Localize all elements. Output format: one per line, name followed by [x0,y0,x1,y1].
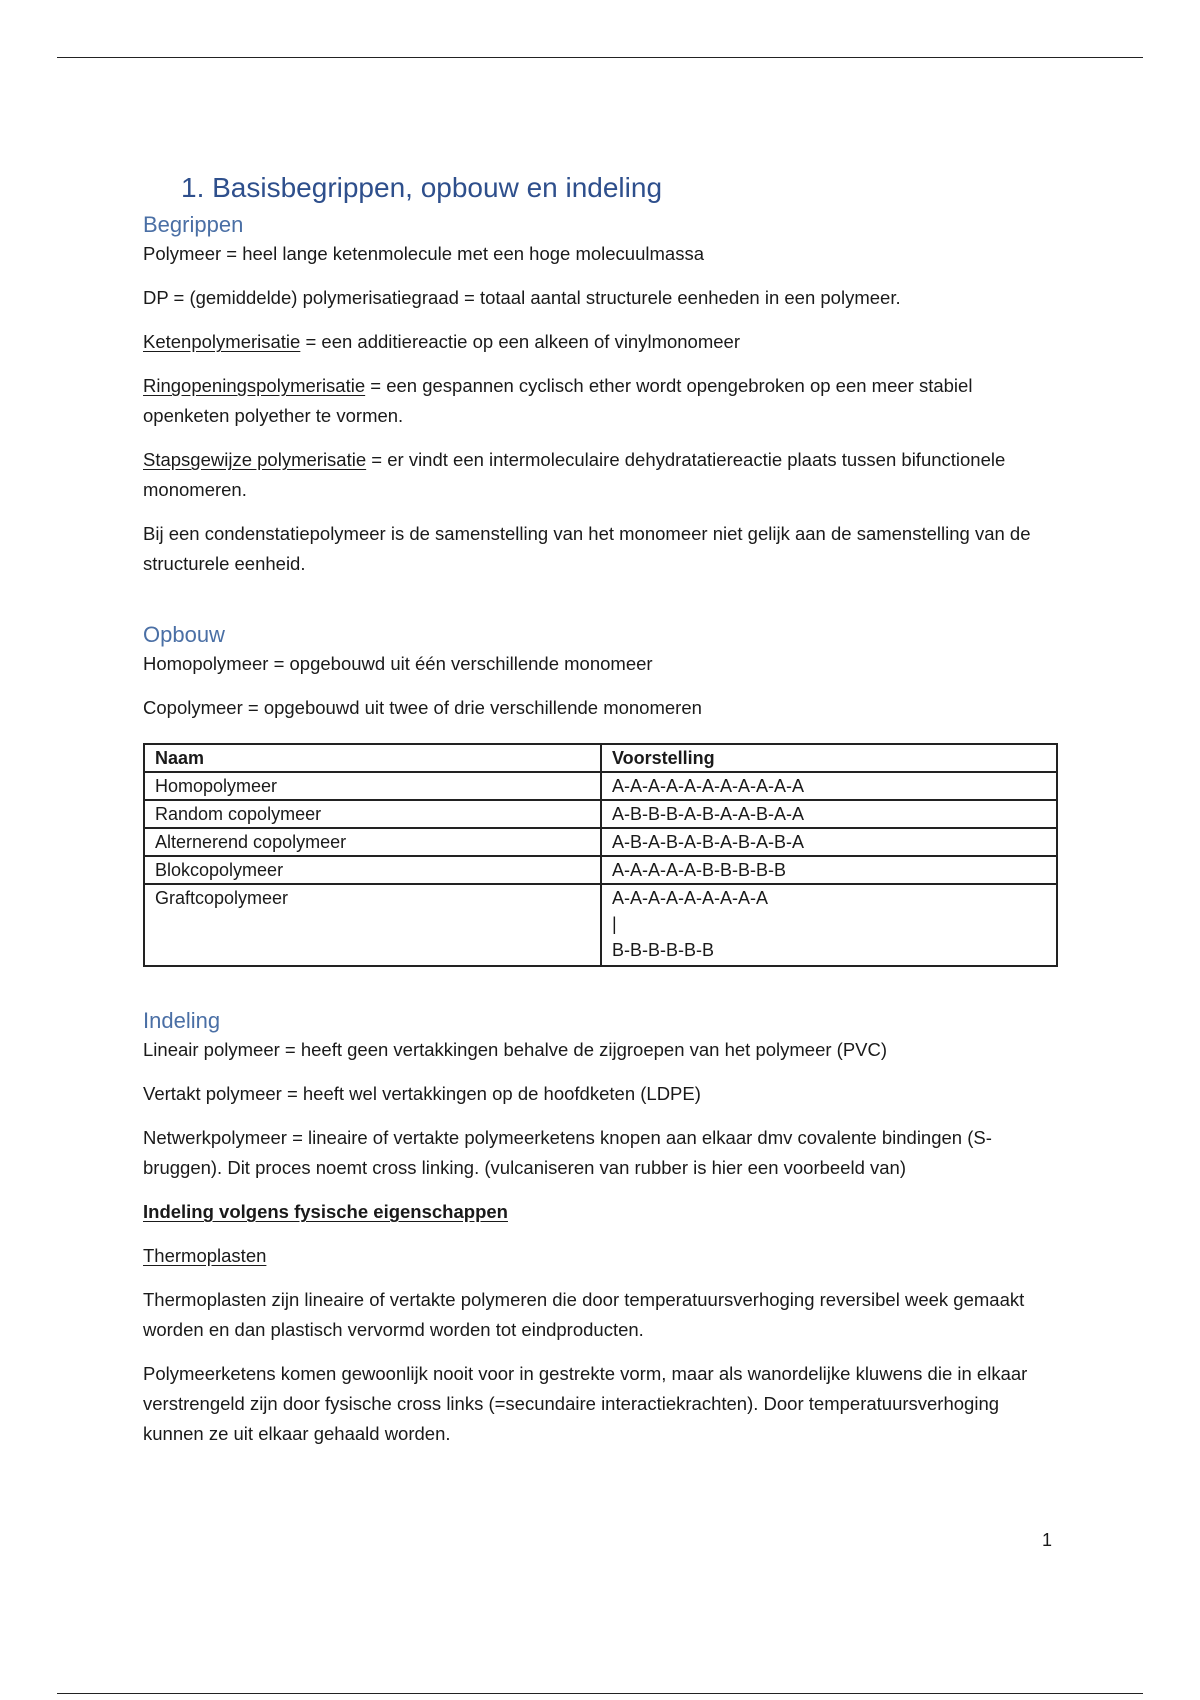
paragraph: Homopolymeer = opgebouwd uit één verschillende monomeer [143,653,653,674]
page-number: 1 [1042,1530,1053,1550]
subheading-thermoplasten: Thermoplasten [143,1245,267,1266]
paragraph: Thermoplasten zijn lineaire of vertakte polymeren die door temperatuursverhoging reversibel week gemaakt worden en dan plastisch vervormd worden tot eindproducten. [143,1289,1025,1340]
paragraph: Lineair polymeer = heeft geen vertakkingen behalve de zijgroepen van het polymeer (PVC) [143,1039,888,1060]
table-header-cell: Naam [144,744,601,772]
copolymer-table [143,743,1058,967]
chapter-heading: 1. Basisbegrippen, opbouw en indeling [181,172,663,203]
paragraph: Ringopeningspolymerisatie = een gespannen cyclisch ether wordt opengebroken op een meer stabiel openketen polyether te vormen. [143,375,973,426]
table-cell: Graftcopolymeer [144,884,601,966]
table-cell: A-B-B-B-A-B-A-A-B-A-A [601,800,1057,828]
graft-branch-link: | [612,914,617,934]
table-row [144,856,1057,884]
section-heading-begrippen: Begrippen [143,212,244,237]
graft-side-chain: B-B-B-B-B-B [612,940,715,960]
table-cell: Blokcopolymeer [144,856,601,884]
table-row [144,884,1057,966]
table-row [144,800,1057,828]
paragraph: Netwerkpolymeer = lineaire of vertakte polymeerketens knopen aan elkaar dmv covalente bindingen (S-bruggen). Dit proces noemt cross linking. (vulcaniseren van rubber is hier een voorbeeld van) [143,1127,992,1178]
table-header-cell: Voorstelling [601,744,1057,772]
paragraph: Polymeerketens komen gewoonlijk nooit voor in gestrekte vorm, maar als wanordelijke kluwens die in elkaar verstrengeld zijn door fysische cross links (=secundaire interactiekrachten). Door temperatuursverhoging kunnen ze uit elkaar gehaald worden. [143,1363,1028,1444]
table-cell: A-B-A-B-A-B-A-B-A-B-A [601,828,1057,856]
table-header-row [144,744,1057,772]
table-cell: A-A-A-A-A-A-A-A-A-A-A [601,772,1057,800]
term: Ringopeningspolymerisatie [143,375,366,396]
table-row [144,828,1057,856]
paragraph: Stapsgewijze polymerisatie = er vindt een intermoleculaire dehydratatiereactie plaats tussen bifunctionele monomeren. [143,449,1006,500]
section-heading-indeling: Indeling [143,1008,221,1033]
paragraph: Ketenpolymerisatie = een additiereactie op een alkeen of vinylmonomeer [143,331,740,352]
paragraph: DP = (gemiddelde) polymerisatiegraad = totaal aantal structurele eenheden in een polymeer. [143,287,901,308]
term: Ketenpolymerisatie [143,331,301,352]
header-rule [57,57,1143,58]
table-cell: Homopolymeer [144,772,601,800]
table-cell: Random copolymeer [144,800,601,828]
table-cell: A-A-A-A-A-B-B-B-B-B [601,856,1057,884]
subheading-bold: Indeling volgens fysische eigenschappen [143,1201,508,1222]
footer-rule [57,1693,1143,1694]
section-heading-opbouw: Opbouw [143,622,225,647]
paragraph: Copolymeer = opgebouwd uit twee of drie verschillende monomeren [143,697,702,718]
term: Stapsgewijze polymerisatie [143,449,367,470]
table-cell: Alternerend copolymeer [144,828,601,856]
table-row [144,772,1057,800]
paragraph: Vertakt polymeer = heeft wel vertakkingen op de hoofdketen (LDPE) [143,1083,701,1104]
page-content [143,165,1058,1449]
paragraph: Polymeer = heel lange ketenmolecule met een hoge molecuulmassa [143,243,704,264]
paragraph: Bij een condenstatiepolymeer is de samenstelling van het monomeer niet gelijk aan de samenstelling van de structurele eenheid. [143,523,1031,574]
table-cell [601,884,1057,966]
graft-main-chain: A-A-A-A-A-A-A-A-A [612,888,769,908]
